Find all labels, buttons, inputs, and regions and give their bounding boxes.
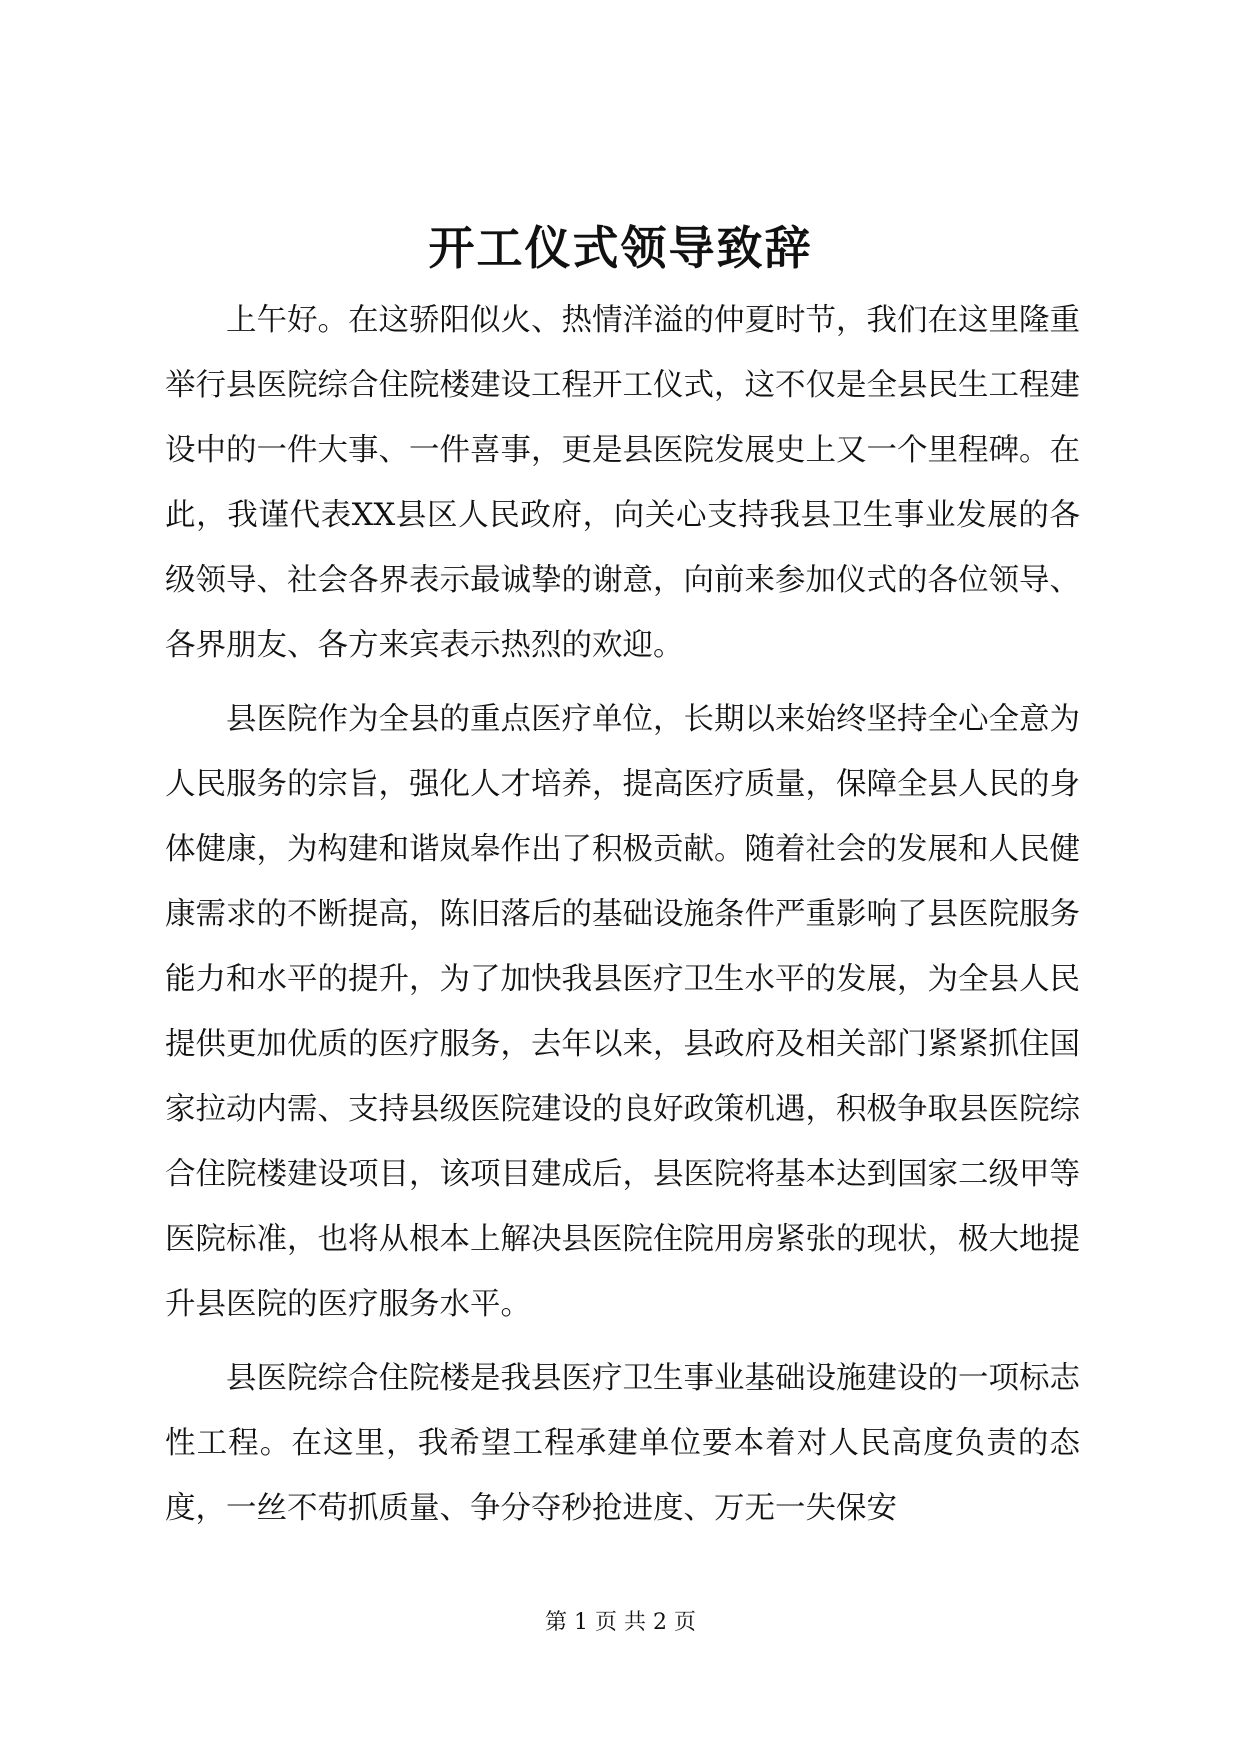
paragraph-1: 上午好。在这骄阳似火、热情洋溢的仲夏时节，我们在这里隆重举行县医院综合住院楼建设工程开工仪式，这不仅是全县民生工程建设中的一件大事、一件喜事，更是县医院发展史上又一个里程碑。在此，我谨代表XX县区人民政府，向关心支持我县卫生事业发展的各级领导、社会各界表示最诚挚的谢意，向前来参加仪式的各位领导、各界朋友、各方来宾表示热烈的欢迎。: [165, 303, 1080, 663]
paragraph-3: 县医院综合住院楼是我县医疗卫生事业基础设施建设的一项标志性工程。在这里，我希望工程承建单位要本着对人民高度负责的态度，一丝不苟抓质量、争分夺秒抢进度、万无一失保安: [165, 1361, 1080, 1526]
page-footer: 第 1 页 共 2 页: [545, 1610, 696, 1635]
document-title: 开工仪式领导致辞: [428, 221, 813, 275]
paragraph-2: 县医院作为全县的重点医疗单位，长期以来始终坚持全心全意为人民服务的宗旨，强化人才培养，提高医疗质量，保障全县人民的身体健康，为构建和谐岚皋作出了积极贡献。随着社会的发展和人民健康需求的不断提高，陈旧落后的基础设施条件严重影响了县医院服务能力和水平的提升，为了加快我县医疗卫生水平的发展，为全县人民提供更加优质的医疗服务，去年以来，县政府及相关部门紧紧抓住国家拉动内需、支持县级医院建设的良好政策机遇，积极争取县医院综合住院楼建设项目，该项目建成后，县医院将基本达到国家二级甲等医院标准，也将从根本上解决县医院住院用房紧张的现状，极大地提升县医院的医疗服务水平。: [165, 702, 1080, 1322]
document-body: [165, 288, 1080, 1541]
paragraph-spacer: [165, 678, 1080, 687]
paragraph-spacer: [165, 1337, 1080, 1346]
